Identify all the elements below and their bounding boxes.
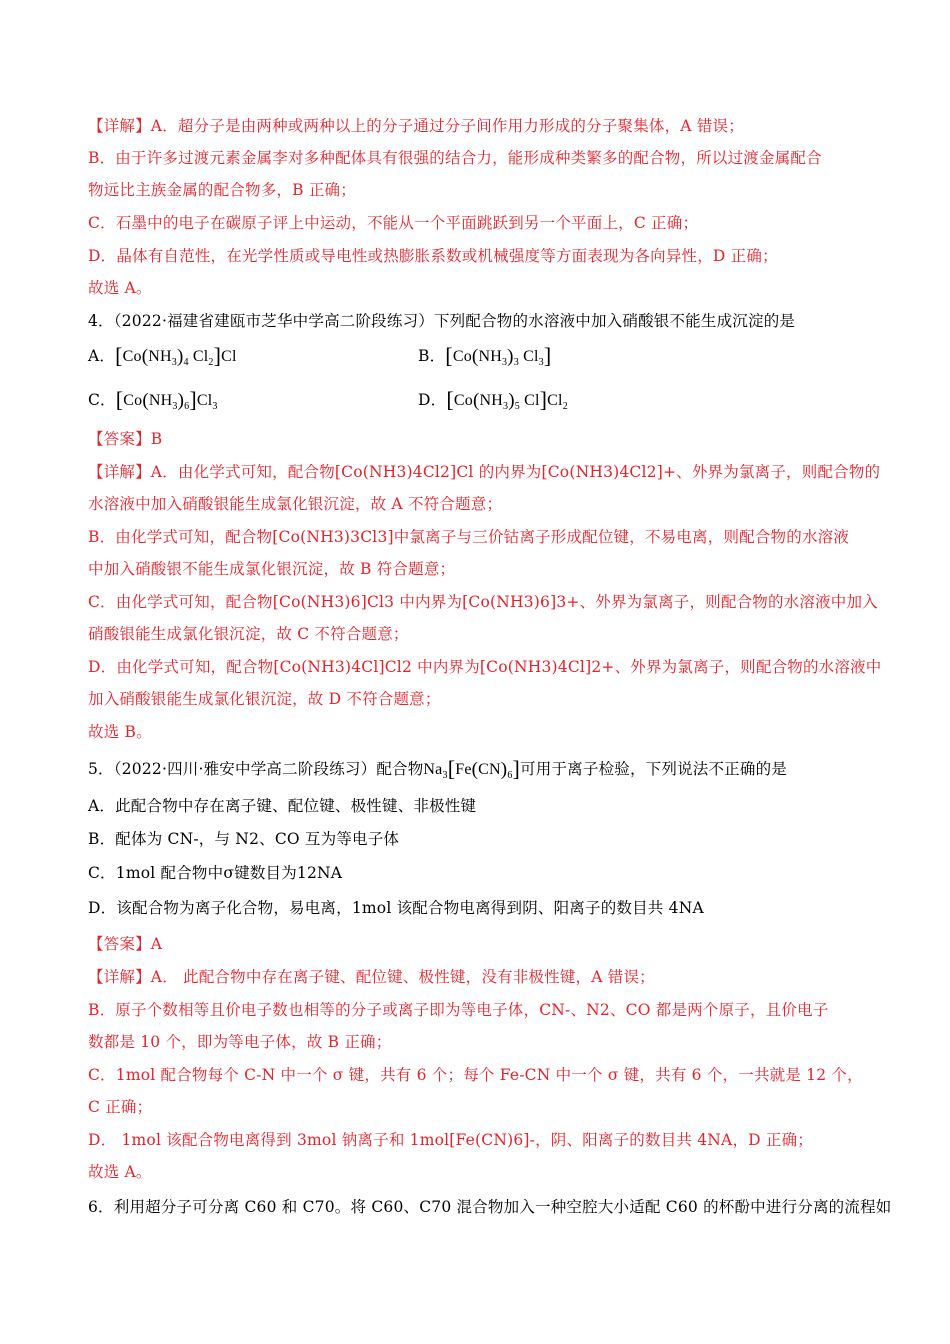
q3-detail-end: 故选 A。 [88, 279, 152, 297]
q5-stem-suffix: 可用于离子检验，下列说法不正确的是 [520, 760, 787, 778]
q4-detail-a-line2: 水溶液中加入硝酸银能生成氯化银沉淀，故 A 不符合题意； [88, 495, 503, 513]
q4-detail-b-line1: B．由化学式可知，配合物[Co(NH3)3Cl3]中氯离子与三价钴离子形成配位键，不易电离，则配合物的水溶液 [88, 528, 850, 546]
formula: [$Co(NH_3)_3$ $Cl_3$] [445, 343, 552, 369]
q3-detail-b-line1: B．由于许多过渡元素金属李对多种配体具有很强的结合力，能形成种类繁多的配合物，所以过渡金属配合 [88, 149, 822, 167]
q4-option-a [88, 343, 237, 369]
q4-option-b [418, 343, 552, 369]
option-letter: C． [88, 391, 116, 409]
q5-detail-c-line2: C 正确； [88, 1098, 153, 1116]
q4-detail-d-line2: 加入硝酸银能生成氯化银沉淀，故 D 不符合题意； [88, 690, 441, 708]
q4-option-d [418, 387, 568, 413]
q4-detail-c-line2: 硝酸银能生成氯化银沉淀，故 C 不符合题意； [88, 625, 409, 643]
formula: $Na_3[Fe(CN)_6]$ [423, 756, 521, 782]
formula: [$Co(NH_3)_4$ $Cl_2]Cl$ [115, 343, 237, 369]
q5-option-a: A．此配合物中存在离子键、配位键、极性键、非极性键 [88, 797, 477, 815]
formula: [$Co(NH_3)_5$ $Cl]Cl_2$ [446, 387, 568, 413]
q5-detail-c-line1: C．1mol 配合物每个 C-N 中一个 σ 键，共有 6 个；每个 Fe-CN 中一个 σ 键，共有 6 个，一共就是 12 个， [88, 1066, 863, 1084]
q4-detail-end: 故选 B。 [88, 723, 152, 741]
formula: $[Co(NH_3)_6]Cl_3$ [115, 387, 218, 413]
q4-detail-a-line1: 【详解】A．由化学式可知，配合物[Co(NH3)4Cl2]Cl 的内界为[Co(NH3)4Cl2]+、外界为氯离子，则配合物的 [88, 463, 881, 481]
option-letter: B． [418, 347, 446, 365]
q3-detail-a: 【详解】A．超分子是由两种或两种以上的分子通过分子间作用力形成的分子聚集体，A 错误； [88, 117, 744, 135]
q5-detail-b-line1: B．原子个数相等且价电子数也相等的分子或离子即为等电子体，CN-、N2、CO 都是两个原子，且价电子 [88, 1001, 829, 1019]
q4-detail-b-line2: 中加入硝酸银不能生成氯化银沉淀，故 B 符合题意； [88, 560, 456, 578]
q3-detail-c: C．石墨中的电子在碳原子评上中运动，不能从一个平面跳跃到另一个平面上，C 正确； [88, 214, 699, 232]
q3-detail-d: D．晶体有自范性，在光学性质或导电性或热膨胀系数或机械强度等方面表现为各向异性，D 正确； [88, 247, 778, 265]
q5-answer: 【答案】A [88, 935, 163, 953]
q5-option-d: D．该配合物为离子化合物，易电离，1mol 该配合物电离得到阴、阳离子的数目共 4NA [88, 899, 704, 917]
q3-detail-b-line2: 物远比主族金属的配合物多，B 正确； [88, 181, 356, 199]
q4-detail-c-line1: C．由化学式可知，配合物[Co(NH3)6]Cl3 中内界为[Co(NH3)6]3+、外界为氯离子，则配合物的水溶液中加入 [88, 593, 878, 611]
q5-detail-a: 【详解】A． 此配合物中存在离子键、配位键、极性键，没有非极性键，A 错误； [88, 968, 655, 986]
q5-stem [88, 756, 787, 782]
q6-stem: 6．利用超分子可分离 C60 和 C70。将 C60、C70 混合物加入一种空腔大小适配 C60 的杯酚中进行分离的流程如 [88, 1198, 892, 1216]
q5-option-c: C．1mol 配合物中σ键数目为12NA [88, 864, 343, 882]
q5-stem-prefix: 5．（2022·四川·雅安中学高二阶段练习）配合物 [88, 760, 424, 778]
q4-answer: 【答案】B [88, 430, 163, 448]
q5-detail-end: 故选 A。 [88, 1163, 152, 1181]
q4-option-c [88, 387, 218, 413]
q5-option-b: B．配体为 CN-，与 N2、CO 互为等电子体 [88, 830, 400, 848]
option-letter: D． [418, 391, 447, 409]
q5-detail-d: D． 1mol 该配合物电离得到 3mol 钠离子和 1mol[Fe(CN)6]-，阴、阳离子的数目共 4NA，D 正确； [88, 1131, 813, 1149]
q4-detail-d-line1: D．由化学式可知，配合物[Co(NH3)4Cl]Cl2 中内界为[Co(NH3)4Cl]2+、外界为氯离子，则配合物的水溶液中 [88, 658, 882, 676]
option-letter: A． [88, 347, 116, 365]
q5-detail-b-line2: 数都是 10 个，即为等电子体，故 B 正确； [88, 1033, 392, 1051]
q4-stem: 4．（2022·福建省建瓯市芝华中学高二阶段练习）下列配合物的水溶液中加入硝酸银不能生成沉淀的是 [88, 312, 796, 330]
